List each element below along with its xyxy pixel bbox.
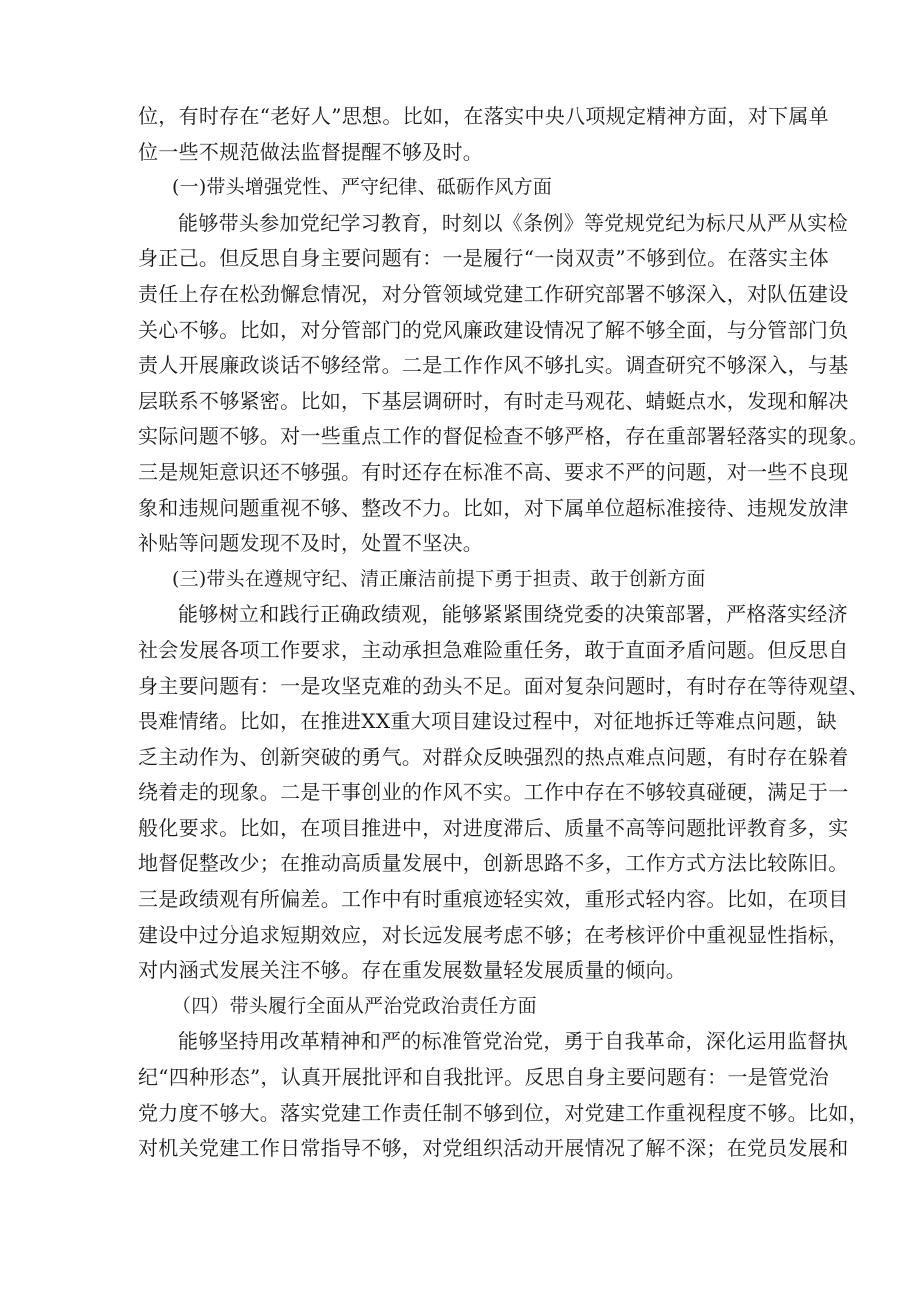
text-line: 能够树立和践行正确政绩观，能够紧紧围绕党委的决策部署，严格落实经济 bbox=[178, 602, 848, 627]
text-line: 建设中过分追求短期效应，对长远发展考虑不够；在考核评价中重视显性指标， bbox=[138, 922, 849, 947]
text-line: 党力度不够大。落实党建工作责任制不够到位，对党建工作重视程度不够。比如， bbox=[138, 1100, 869, 1125]
text-line: 绕着走的现象。二是干事创业的作风不实。工作中存在不够较真碰硬，满足于一 bbox=[138, 780, 849, 805]
text-line: 象和违规问题重视不够、整改不力。比如，对下属单位超标准接待、违规发放津 bbox=[138, 495, 849, 520]
text-line: 三是政绩观有所偏差。工作中有时重痕迹轻实效，重形式轻内容。比如，在项目 bbox=[138, 887, 849, 912]
text-line: 责人开展廉政谈话不够经常。二是工作作风不够扎实。调查研究不够深入，与基 bbox=[138, 353, 849, 378]
text-line: 地督促整改少；在推动高质量发展中，创新思路不多，工作方式方法比较陈旧。 bbox=[138, 851, 849, 876]
section-heading: (三)带头在遵规守纪、清正廉洁前提下勇于担责、敢于创新方面 bbox=[172, 567, 706, 590]
text-line: 层联系不够紧密。比如，下基层调研时，有时走马观花、蜻蜓点水，发现和解决 bbox=[138, 388, 849, 413]
document-body bbox=[138, 99, 869, 1167]
text-line: 能够坚持用改革精神和严的标准管党治党，勇于自我革命，深化运用监督执 bbox=[178, 1029, 848, 1054]
text-line: 身主要问题有：一是攻坚克难的劲头不足。面对复杂问题时，有时存在等待观望、 bbox=[138, 673, 869, 698]
text-line: 对内涵式发展关注不够。存在重发展数量轻发展质量的倾向。 bbox=[138, 958, 687, 983]
text-line: 对机关党建工作日常指导不够，对党组织活动开展情况了解不深；在党员发展和 bbox=[138, 1136, 849, 1161]
text-line: 畏难情绪。比如，在推进XX重大项目建设过程中，对征地拆迁等难点问题，缺 bbox=[138, 709, 837, 734]
text-line: 身正己。但反思自身主要问题有：一是履行“一岗双责”不够到位。在落实主体 bbox=[138, 246, 829, 271]
text-line: 责任上存在松劲懈怠情况，对分管领域党建工作研究部署不够深入，对队伍建设 bbox=[138, 281, 849, 306]
text-line: 位，有时存在“老好人”思想。比如，在落实中央八项规定精神方面，对下属单 bbox=[138, 104, 829, 128]
text-line: 社会发展各项工作要求，主动承担急难险重任务，敢于直面矛盾问题。但反思自 bbox=[138, 637, 849, 662]
section-heading: （四）带头履行全面从严治党政治责任方面 bbox=[172, 994, 537, 1017]
text-line: 补贴等问题发现不及时，处置不坚决。 bbox=[138, 531, 484, 556]
text-line: 纪“四种形态”，认真开展批评和自我批评。反思自身主要问题有：一是管党治 bbox=[138, 1065, 829, 1090]
text-line: 三是规矩意识还不够强。有时还存在标准不高、要求不严的问题，对一些不良现 bbox=[138, 459, 849, 484]
section-heading: (一)带头增强党性、严守纪律、砥砺作风方面 bbox=[172, 176, 553, 199]
text-line: 实际问题不够。对一些重点工作的督促检查不够严格，存在重部署轻落实的现象。 bbox=[138, 424, 869, 449]
text-line: 能够带头参加党纪学习教育，时刻以《条例》等党规党纪为标尺从严从实检 bbox=[178, 210, 848, 235]
text-line: 关心不够。比如，对分管部门的党风廉政建设情况了解不够全面，与分管部门负 bbox=[138, 317, 849, 342]
text-line: 乏主动作为、创新突破的勇气。对群众反映强烈的热点难点问题，有时存在躲着 bbox=[138, 744, 849, 769]
text-line: 般化要求。比如，在项目推进中，对进度滞后、质量不高等问题批评教育多，实 bbox=[138, 815, 849, 840]
text-line: 位一些不规范做法监督提醒不够及时。 bbox=[138, 139, 484, 164]
